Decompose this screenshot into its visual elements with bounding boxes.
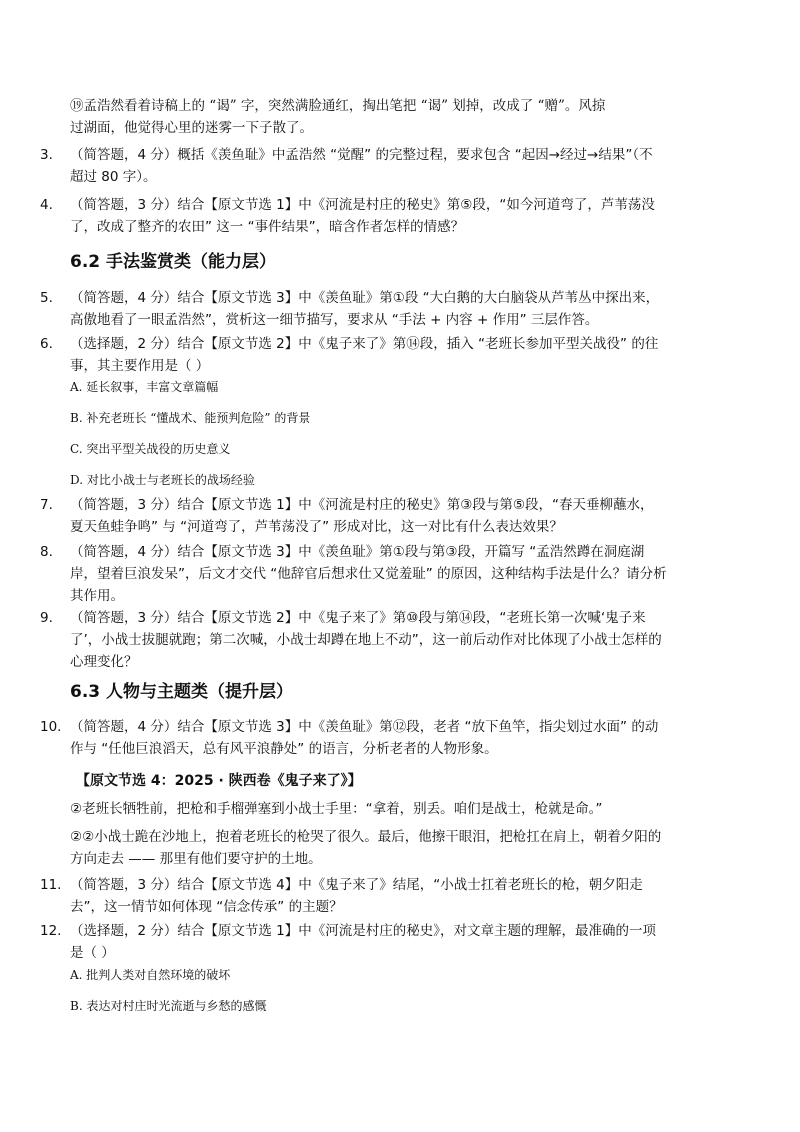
question-number: 12. [40, 923, 62, 939]
question-line: 其作用。 [70, 588, 124, 604]
source-line: 方向走去 —— 那里有他们要守护的土地。 [70, 851, 322, 867]
question-line: 岸，望着巨浪发呆”，后文才交代 “他辞官后想求仕又觉羞耻” 的原因，这种结构手法是什么？请分析 [70, 566, 667, 582]
question-3 [40, 144, 730, 188]
question-number: 3. [40, 147, 53, 163]
section-heading-6-3: 6.3 人物与主题类（提升层） [70, 682, 294, 702]
question-line: 事，其主要作用是（ ） [70, 358, 210, 374]
source-line: ②②小战士跪在沙地上，抱着老班长的枪哭了很久。最后，他擦干眼泪，把枪扛在肩上，朝着夕阳的 [70, 829, 662, 845]
intro-paragraph [70, 95, 730, 139]
question-line: 夏天鱼蛙争鸣” 与 “河道弯了，芦苇荡没了” 形成对比，这一对比有什么表达效果？ [70, 519, 563, 535]
question-number: 6. [40, 336, 53, 352]
intro-line: ⑲孟浩然看着诗稿上的 “谒” 字，突然满脸通红，掏出笔把 “谒” 划掉，改成了 “赠”。风掠 [70, 98, 606, 114]
option-a: A. 批判人类对自然环境的破坏 [70, 968, 231, 982]
question-line: （选择题，2 分）结合【原文节选 2】中《鬼子来了》第⑭段，插入 “老班长参加平型关战役” 的往 [70, 336, 659, 352]
section-heading-6-2: 6.2 手法鉴赏类（能力层） [70, 252, 277, 272]
question-line: （简答题，4 分）概括《羡鱼耻》中孟浩然 “觉醒” 的完整过程，要求包含 “起因→经过→结果”（不 [70, 147, 653, 163]
question-line: 是（ ） [70, 945, 115, 961]
question-line: 心理变化？ [70, 654, 138, 670]
question-line: （简答题，4 分）结合【原文节选 3】中《羡鱼耻》第⑫段，老者 “放下鱼竿，指尖划过水面” 的动 [70, 719, 659, 735]
intro-line: 过湖面，他觉得心里的迷雾一下子散了。 [70, 120, 313, 136]
question-line: 去”，这一情节如何体现 “信念传承” 的主题？ [70, 899, 343, 915]
question-line: 高傲地看了一眼孟浩然”，赏析这一细节描写，要求从 “手法 + 内容 + 作用” 三层作答。 [70, 312, 599, 328]
question-line: 超过 80 字）。 [70, 169, 157, 185]
question-4 [40, 194, 730, 238]
question-number: 11. [40, 877, 62, 893]
question-number: 10. [40, 719, 62, 735]
question-line: （选择题，2 分）结合【原文节选 1】中《河流是村庄的秘史》，对文章主题的理解，最准确的一项 [70, 923, 657, 939]
question-12 [40, 920, 730, 964]
source-line: ②老班长牺牲前，把枪和手榴弹塞到小战士手里：“拿着，别丢。咱们是战士，枪就是命。” [70, 801, 603, 817]
question-number: 7. [40, 497, 53, 513]
option-b: B. 补充老班长 “懂战术、能预判危险” 的背景 [70, 411, 311, 425]
question-5 [40, 287, 730, 331]
source-excerpt-paragraph [70, 798, 730, 820]
question-line: （简答题，3 分）结合【原文节选 2】中《鬼子来了》第⑩段与第⑭段，“老班长第一次喊‘鬼子来 [70, 610, 646, 626]
question-number: 9. [40, 610, 53, 626]
question-line: 了，改成了整齐的农田” 这一 “事件结果”，暗含作者怎样的情感？ [70, 219, 465, 235]
question-line: 作与 “任他巨浪滔天，总有风平浪静处” 的语言，分析老者的人物形象。 [70, 741, 498, 757]
question-number: 4. [40, 197, 53, 213]
source-excerpt-paragraph [70, 826, 730, 870]
question-line: （简答题，3 分）结合【原文节选 1】中《河流是村庄的秘史》第③段与第⑤段，“春天垂柳蘸水， [70, 497, 654, 513]
option-c: C. 突出平型关战役的历史意义 [70, 442, 231, 456]
question-line: （简答题，3 分）结合【原文节选 4】中《鬼子来了》结尾，“小战士扛着老班长的枪，朝夕阳走 [70, 877, 643, 893]
option-a: A. 延长叙事，丰富文章篇幅 [70, 380, 219, 394]
source-excerpt-title: 【原文节选 4：2025 · 陕西卷《鬼子来了》】 [76, 773, 362, 789]
question-line: （简答题，4 分）结合【原文节选 3】中《羡鱼耻》第①段 “大白鹅的大白脑袋从芦苇丛中探出来， [70, 290, 660, 306]
option-d: D. 对比小战士与老班长的战场经验 [70, 473, 255, 487]
question-number: 5. [40, 290, 53, 306]
question-line: （简答题，3 分）结合【原文节选 1】中《河流是村庄的秘史》第⑤段，“如今河道弯了，芦苇荡没 [70, 197, 655, 213]
question-11 [40, 874, 730, 918]
question-10 [40, 716, 730, 760]
question-number: 8. [40, 544, 53, 560]
question-7 [40, 494, 730, 538]
question-line: （简答题，4 分）结合【原文节选 3】中《羡鱼耻》第①段与第③段，开篇写 “孟浩然蹲在洞庭湖 [70, 544, 645, 560]
question-6 [40, 333, 730, 377]
option-b: B. 表达对村庄时光流逝与乡愁的感慨 [70, 999, 267, 1013]
question-line: 了’，小战士拔腿就跑；第二次喊，小战士却蹲在地上不动”，这一前后动作对比体现了小战士怎样的 [70, 632, 662, 648]
question-9 [40, 607, 730, 673]
question-8 [40, 541, 730, 607]
